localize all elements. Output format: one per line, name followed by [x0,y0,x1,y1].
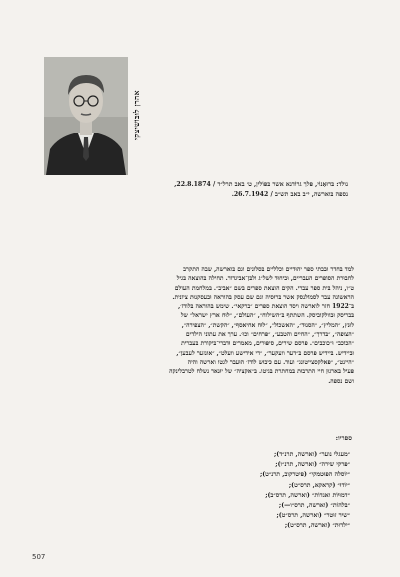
work-item: ״שיר זוּטר״ (וארשה, תרס״ט); [276,512,350,520]
work-item: ״פּרקי שירה״ (וארשה, תרנ״ו); [275,461,350,469]
work-item: ״ילדוּת״ (וארשה, תרס״ט); [284,522,350,530]
work-item: ״יוֹסלה הפּוּטמקי״ (פּיטרקוב, תרנ״ט); [259,471,350,479]
bio-line: ושם נספה. [328,377,354,385]
bio-line: ״הכוֹכב״ וּ״כוכבים״. פּרסם שירים, סיפּוּרים, מאמרים וּדברי־בּיקוֹרת בּעברית [181,340,354,348]
work-item: ״יוֹדוּ״ (קראקא, תרס״ט); [288,481,350,489]
bio-line: ״הצופה״, ״בּדרך״, ״החיים והטבע״, ״פּרחים״ וכוּ׳. ערך את עתוֹני הילדים [185,331,354,339]
bio-line: בּבריסק וּבוולקוביסק. השתתף בּ״השילוח״, ״העוֹלם״, ״לוּח ארץ ישראל״ של [180,312,354,320]
death-line: נספה בּוארשה, י״ב באב תש״ב / 26.7.1942. [231,191,348,198]
bio-line: פּעיל בּארגוּן חיי התרבוּת בּמחתרת בּגיטו. בּ״אקציה״ של יוּנאר נשלח לטרבלינקה [169,368,354,376]
bio-line: לחבוּרת הסוֹפרים העבריים, וּביחוּד לשל״ג ולבּן־אביגדוֹר. תחילה בּהוצאה בּגיל [176,275,354,283]
portrait-caption: אהרן לוּבּוֹשיצקי [132,90,141,140]
bio-line: ״היינט״, ״פּאלקסצייטונג״ ועוד. עם כּיבוּש לוֹדז׳ הוּעבר לגטו וארשה והיה [187,358,354,366]
work-item: ״בּלהוֹת״ (וארשה, תרס״ו—); [278,502,350,510]
birth-death-info [88,180,348,200]
bio-line: הראשוֹנה עבר לסמוֹלנסק אשר בּרוּסיה וגם שם עסק בּהוראה וּבעסקנוּת ציוֹנית. [172,293,354,301]
bio-line: למד בּחדר וּבבתי ספר יהוּדיים וכלליים בּסלונים וגם בּוארשה, שבה התקרב [183,266,354,273]
works-list [130,450,350,532]
portrait-photo [44,57,128,175]
work-item: ״מעגלי נוער״ (וארשה, תרנ״ד); [273,451,350,458]
page-number: 507 [32,553,46,561]
works-heading: ספריו: [335,434,352,442]
bio-line: בּ־1922 חזר לוארשה ויסד הוצאת ספרים ״ברקאי״. שימש בּהוראה בּלודז׳, [178,303,354,311]
bio-line: וּביידיש. בּיידיש פּרסם בּ״דער וועקער״, ״די אידישע וועלט״, ״אונזער לעבען״, [176,349,354,357]
biography-paragraph [52,265,354,386]
birth-line: נולד: בּרוּאַנוֹי, פּלך גרוֹדנא אשר בּפּוֹלין, ט׳ באב תרל״ד / 22.8.1874, [174,181,348,188]
work-item: ״דמוּיוֹת ואגדוֹת״ (וארשה, תרס״ב); [265,491,350,499]
bio-line: לוּנץ, ״המליץ״, ״הסנוּד״, ״האשכוֹל״, ״לוּח אחיאסף״, ״הקשת״, ״הצפירה״, [181,321,354,329]
bio-line: ט״ו, ניהל בּית ספר עברי. הקים הוצאת ספרים בּשם ״אביב״. בּמלחמת העוֹלם [174,284,354,292]
